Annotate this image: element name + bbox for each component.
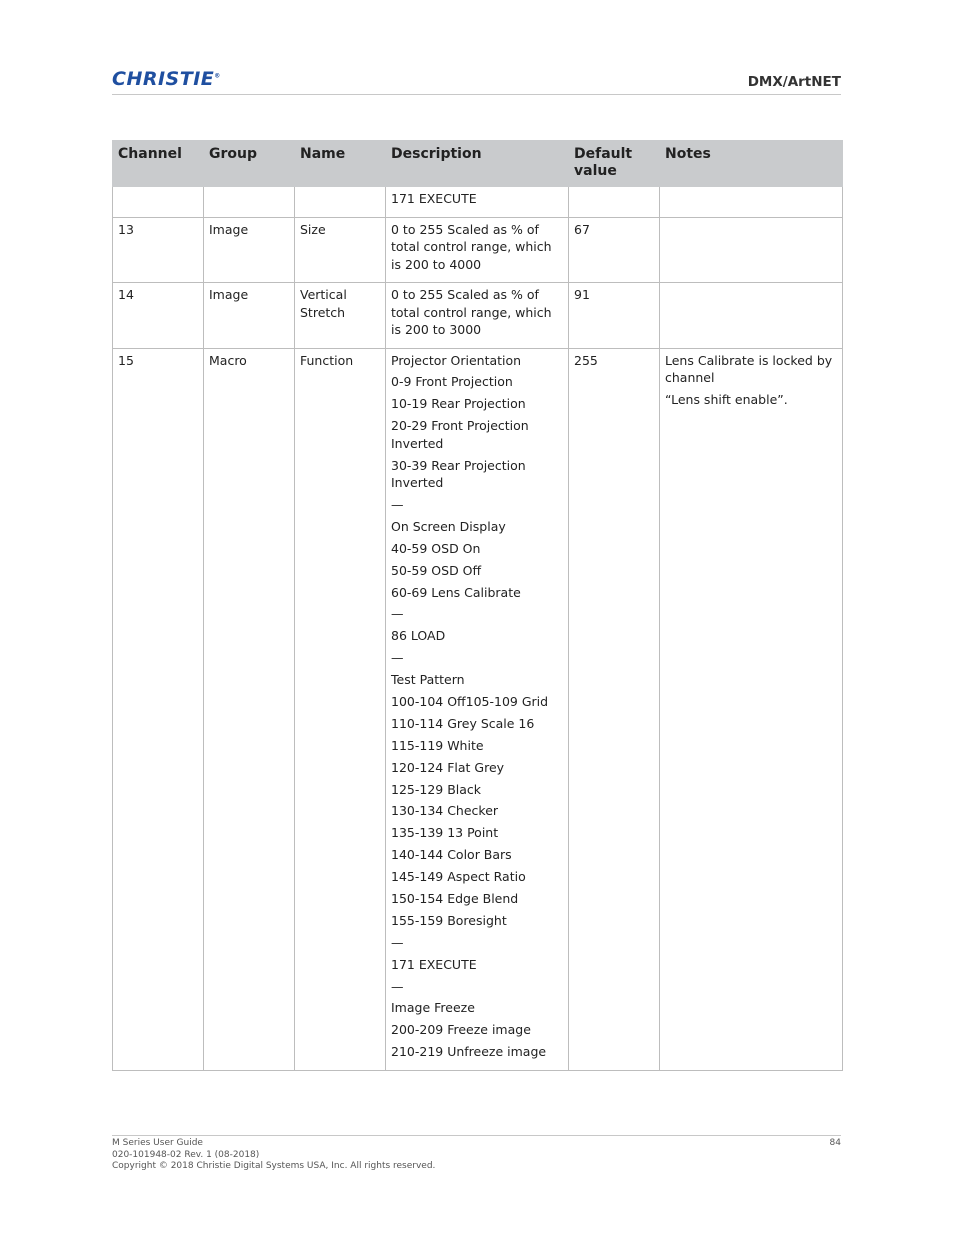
description-line: On Screen Display (391, 518, 506, 534)
description-cell (386, 283, 569, 349)
default-value-cell (569, 187, 660, 218)
table-row (113, 348, 843, 1070)
default-value-cell: 255 (569, 348, 660, 1070)
description-line: — (391, 934, 404, 950)
dmx-channel-table (112, 140, 843, 1071)
name-cell (295, 187, 386, 218)
description-line: Image Freeze (391, 1000, 475, 1016)
notes-cell (660, 187, 843, 218)
description-line: 86 LOAD (391, 628, 446, 644)
notes-cell (660, 217, 843, 283)
description-line: 145-149 Aspect Ratio (391, 869, 526, 885)
description-line: 30-39 Rear Projection Inverted (391, 457, 526, 491)
name-cell: Vertical Stretch (295, 283, 386, 349)
description-line: 150-154 Edge Blend (391, 890, 519, 906)
channel-cell: 15 (113, 348, 204, 1070)
table-row (113, 283, 843, 349)
column-header: Channel (113, 141, 204, 187)
description-line: 171 EXECUTE (391, 956, 477, 972)
table-header-row (113, 141, 843, 187)
column-header: Notes (660, 141, 843, 187)
description-line: 125-129 Black (391, 781, 482, 797)
copyright: Copyright © 2018 Christie Digital Systems USA, Inc. All rights reserved. (112, 1161, 436, 1171)
default-value-cell: 67 (569, 217, 660, 283)
default-value-cell: 91 (569, 283, 660, 349)
note-line: “Lens shift enable”. (665, 391, 788, 407)
header-divider (112, 94, 841, 95)
note-line: Lens Calibrate is locked by channel (665, 352, 833, 385)
section-title: DMX/ArtNET (747, 74, 841, 90)
description-line: 60-69 Lens Calibrate (391, 584, 521, 600)
christie-logo: CHRISTIE® (112, 68, 221, 90)
description-line: 40-59 OSD On (391, 540, 481, 556)
description-line: 115-119 White (391, 737, 484, 753)
description-line: — (391, 606, 404, 622)
doc-title: M Series User Guide (112, 1138, 203, 1148)
doc-number: 020-101948-02 Rev. 1 (08-2018) (112, 1149, 260, 1160)
description-line: Test Pattern (391, 672, 465, 688)
description-cell (386, 187, 569, 218)
channel-cell: 13 (113, 217, 204, 283)
group-cell (204, 187, 295, 218)
page-number: 84 (829, 1138, 841, 1148)
description-line: 20-29 Front Projection Inverted (391, 418, 529, 451)
description-line: 210-219 Unfreeze image (391, 1044, 547, 1060)
column-header: Description (386, 141, 569, 187)
description-line: 130-134 Checker (391, 803, 499, 819)
footer-divider (112, 1135, 841, 1136)
description-cell (386, 348, 569, 1070)
name-cell: Function (295, 348, 386, 1070)
description-line: 0 to 255 Scaled as % of total control range, which is 200 to 3000 (391, 287, 552, 337)
description-line: 50-59 OSD Off (391, 562, 482, 578)
description-line: 155-159 Boresight (391, 912, 507, 928)
description-line: — (391, 978, 404, 994)
description-line: 140-144 Color Bars (391, 847, 512, 863)
footer (112, 1138, 435, 1173)
column-header: Default value (569, 141, 660, 187)
description-line: 135-139 13 Point (391, 825, 499, 841)
description-line: — (391, 496, 404, 512)
notes-cell (660, 283, 843, 349)
description-line: 0 to 255 Scaled as % of total control range, which is 200 to 4000 (391, 221, 552, 272)
description-line: 0-9 Front Projection (391, 374, 513, 390)
description-cell (386, 217, 569, 283)
channel-cell: 14 (113, 283, 204, 349)
group-cell: Image (204, 283, 295, 349)
description-line: 10-19 Rear Projection (391, 396, 526, 412)
description-line: 110-114 Grey Scale 16 (391, 715, 535, 731)
description-line: 200-209 Freeze image (391, 1022, 531, 1038)
channel-cell (113, 187, 204, 218)
description-line: 100-104 Off105-109 Grid (391, 693, 549, 709)
table-row (113, 187, 843, 218)
description-line: 171 EXECUTE (391, 191, 477, 206)
group-cell: Macro (204, 348, 295, 1070)
description-line: — (391, 650, 404, 666)
group-cell: Image (204, 217, 295, 283)
name-cell: Size (295, 217, 386, 283)
notes-cell (660, 348, 843, 1070)
table-row (113, 217, 843, 283)
description-line: Projector Orientation (391, 352, 522, 368)
description-line: 120-124 Flat Grey (391, 759, 505, 775)
column-header: Name (295, 141, 386, 187)
column-header: Group (204, 141, 295, 187)
